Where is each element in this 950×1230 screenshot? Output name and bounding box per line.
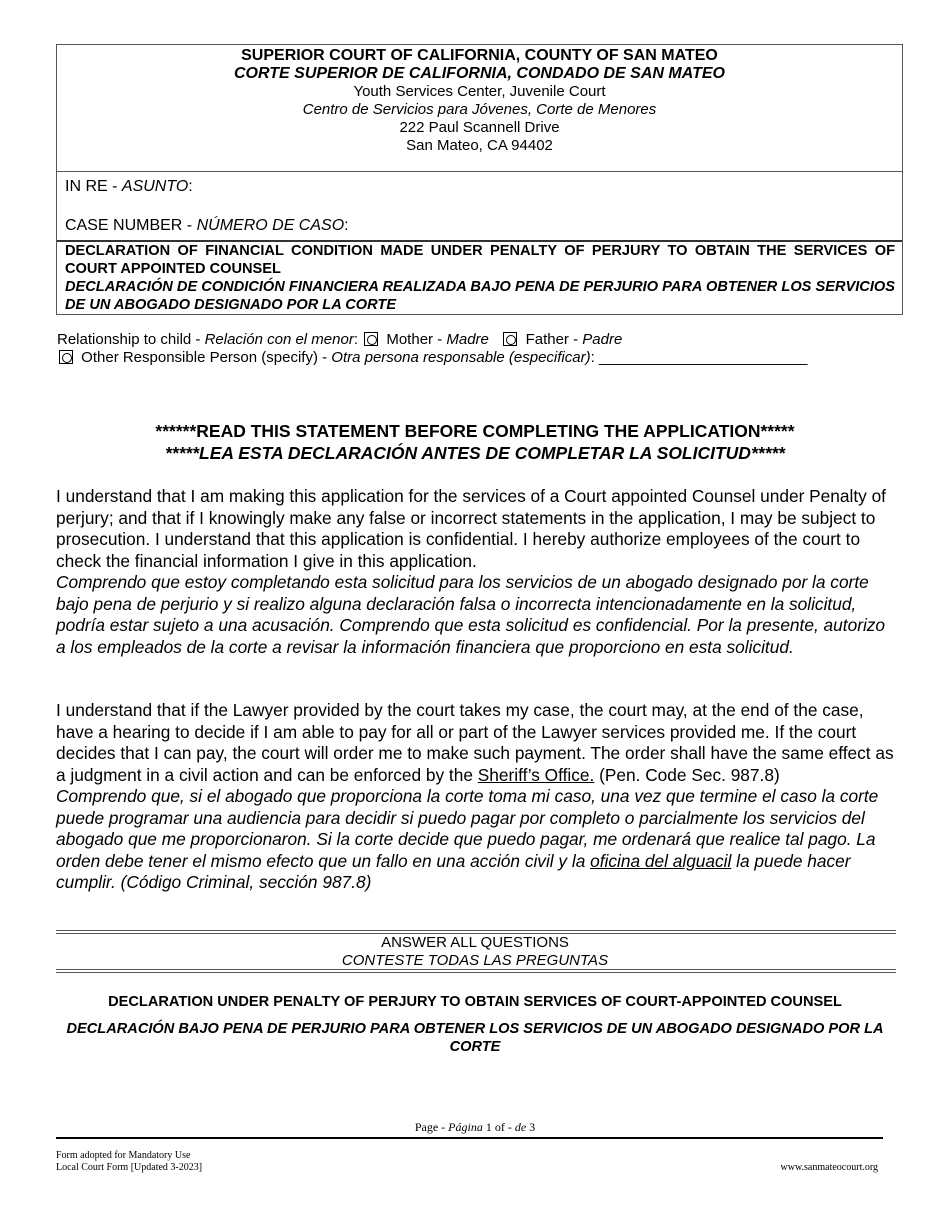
- read-statement-notice: [0, 420, 950, 464]
- footer-rule: [56, 1137, 883, 1139]
- form-info-line2: Local Court Form [Updated 3-2023]: [56, 1162, 203, 1173]
- payment-text-es-a: Comprendo que, si el abogado que proporciona la corte toma mi caso, una vez que termine el caso la corte puede programar una audiencia para decidir si puedo pagar por completo o parcialmente los servicios del abogado que me proporcionaron. Si la corte decide que puedo pagar, me ordenará que realice tal pago. La orden debe tener el mismo efecto que un fallo en una acción civil y la: [56, 786, 879, 871]
- father-label-en: Father -: [525, 331, 583, 348]
- perjury-text-es: Comprendo que estoy completando esta solicitud para los servicios de un abogado designado por la corte bajo pena de perjurio y si realizo alguna declaración falsa o incorrecta intencionadamente en la solicitud, podría estar sujeto a una acusación. Comprendo que esta solicitud es confidencial. Por la presente, autorizo a los empleados de la corte a revisar la información financiera que proporciono en esta solicitud.: [56, 572, 886, 657]
- colon: :: [344, 217, 349, 234]
- court-name-en: SUPERIOR COURT OF CALIFORNIA, COUNTY OF SAN MATEO: [241, 47, 718, 64]
- page-of-es: de: [514, 1120, 527, 1134]
- other-person-label-es: Otra persona responsable (especificar): [331, 349, 591, 366]
- court-name-es: CORTE SUPERIOR DE CALIFORNIA, CONDADO DE SAN MATEO: [234, 65, 725, 82]
- answer-en: ANSWER ALL QUESTIONS: [381, 934, 569, 951]
- payment-text-en-b: (Pen. Code Sec. 987.8): [594, 764, 780, 785]
- center-name-es: Centro de Servicios para Jóvenes, Corte de Menores: [302, 101, 657, 118]
- sheriff-office-link: Sheriff’s Office.: [477, 764, 595, 785]
- relationship-section: [57, 331, 807, 367]
- relationship-label-en: Relationship to child -: [57, 331, 205, 348]
- payment-text-es-b: la puede hacer cumplir. (Código Criminal, sección 987.8): [56, 850, 851, 892]
- perjury-paragraph: [56, 486, 896, 658]
- perjury-text-en: I understand that I am making this application for the services of a Court appointed Counsel under Penalty of perjury; and that if I knowingly make any false or incorrect statements in the application, I may be subject to prosecution. I understand that this application is confidential. I hereby authorize employees of the court to check the financial information I give in this application.: [56, 486, 886, 571]
- court-website[interactable]: www.sanmateocourt.org: [780, 1162, 878, 1173]
- section-title-es: DECLARACIÓN BAJO PENA DE PERJURIO PARA OBTENER LOS SERVICIOS DE UN ABOGADO DESIGNADO POR LA CORTE: [66, 1021, 884, 1055]
- answer-bottom-rule: [56, 969, 896, 973]
- page-number: [0, 1120, 950, 1135]
- page-total: 3: [526, 1120, 536, 1134]
- answer-all-banner: [0, 934, 950, 970]
- colon: :: [353, 331, 358, 348]
- other-person-checkbox[interactable]: [59, 350, 73, 364]
- header-divider: [57, 171, 902, 172]
- other-person-label-en: Other Responsible Person (specify) -: [81, 349, 332, 366]
- in-re-label-es: ASUNTO: [121, 178, 189, 195]
- notice-en: ******READ THIS STATEMENT BEFORE COMPLETING THE APPLICATION*****: [155, 421, 795, 441]
- colon: :: [188, 178, 193, 195]
- payment-text-es: [56, 786, 896, 894]
- answer-es: CONTESTE TODAS LAS PREGUNTAS: [341, 952, 609, 969]
- relationship-label-es: Relación con el menor: [204, 331, 354, 348]
- form-title: [65, 242, 895, 314]
- section-title-en: DECLARATION UNDER PENALTY OF PERJURY TO OBTAIN SERVICES OF COURT-APPOINTED COUNSEL: [108, 994, 842, 1010]
- mother-label-es: Madre: [446, 331, 489, 348]
- form-info-line1: Form adopted for Mandatory Use: [56, 1150, 191, 1161]
- relationship-row: [57, 331, 807, 349]
- in-re-label-en: IN RE -: [65, 178, 122, 195]
- form-title-es: DECLARACIÓN DE CONDICIÓN FINANCIERA REALIZADA BAJO PENA DE PERJURIO PARA OBTENER LOS SERVICIOS DE UN ABOGADO DESIGNADO POR LA CORTE: [65, 279, 895, 313]
- other-person-blank[interactable]: : _________________________: [590, 349, 808, 366]
- form-info: [56, 1150, 202, 1174]
- in-re-field[interactable]: [65, 178, 193, 196]
- case-number-label-es: NÚMERO DE CASO: [196, 217, 345, 234]
- center-name-en: Youth Services Center, Juvenile Court: [353, 83, 606, 100]
- alguacil-link: oficina del alguacil: [590, 850, 732, 871]
- form-title-en: DECLARATION OF FINANCIAL CONDITION MADE UNDER PENALTY OF PERJURY TO OBTAIN THE SERVICES OF COURT APPOINTED COUNSEL: [65, 243, 895, 277]
- notice-es: *****LEA ESTA DECLARACIÓN ANTES DE COMPLETAR LA SOLICITUD*****: [165, 443, 785, 463]
- page-label-en: Page -: [414, 1120, 449, 1134]
- header-box: [56, 44, 903, 315]
- payment-text-en: [56, 700, 896, 786]
- father-checkbox[interactable]: [503, 332, 517, 346]
- case-number-label-en: CASE NUMBER -: [65, 217, 197, 234]
- payment-text-en-a: I understand that if the Lawyer provided by the court takes my case, the court may, at the end of the case, have a hearing to decide if I am able to pay for all or part of the Lawyer services provided me. If the court decides that I can pay, the court will order me to make such payment. The order shall have the same effect as a judgment in a civil action and can be enforced by the: [56, 700, 894, 785]
- mother-label-en: Mother -: [386, 331, 447, 348]
- father-label-es: Padre: [582, 331, 623, 348]
- payment-paragraph: [56, 700, 896, 894]
- mother-checkbox[interactable]: [364, 332, 378, 346]
- page-label-es: Página: [448, 1120, 483, 1134]
- city-address: San Mateo, CA 94402: [406, 137, 553, 154]
- street-address: 222 Paul Scannell Drive: [399, 119, 560, 136]
- court-header: [57, 47, 902, 155]
- other-person-row: [57, 349, 807, 367]
- case-number-field[interactable]: [65, 217, 349, 235]
- page-of-en: 1 of -: [482, 1120, 515, 1134]
